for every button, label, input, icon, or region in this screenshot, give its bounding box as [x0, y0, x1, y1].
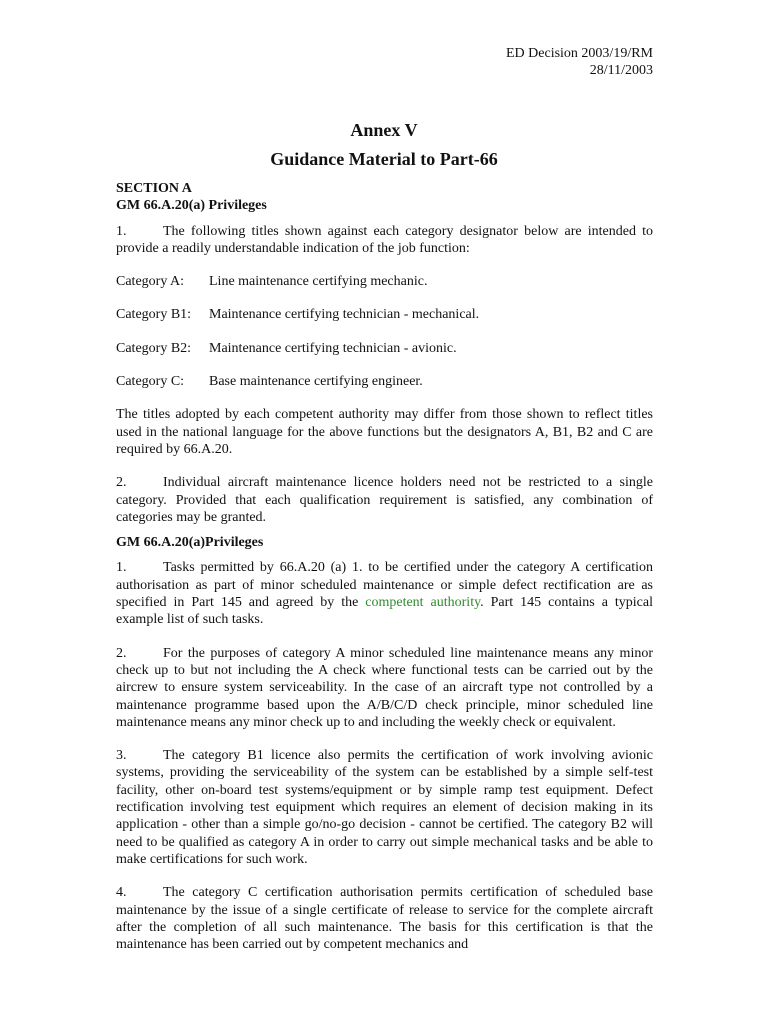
competent-authority-link[interactable]: competent authority [365, 595, 481, 611]
gm2-paragraph-3 [116, 747, 653, 868]
category-value: Line maintenance certifying mechanic. [209, 274, 428, 290]
paragraph-text: Individual aircraft maintenance licence holders need not be restricted to a single category. Provided that each qualification requirement is satisfied, any combination of categories may be granted. [116, 475, 653, 525]
category-row-c [116, 373, 653, 390]
category-value: Base maintenance certifying engineer. [209, 374, 423, 390]
gm2-paragraph-2 [116, 645, 653, 731]
paragraph-number: 2. [116, 475, 127, 491]
annex-subtitle: Guidance Material to Part-66 [270, 149, 498, 169]
paragraph-text: The following titles shown against each category designator below are intended to provide a readily understandable indication of the job function: [116, 223, 653, 256]
titles-note: The titles adopted by each competent authority may differ from those shown to reflect titles used in the national language for the above functions but the designators A, B1, B2 and C are required by 66.A.20. [116, 407, 653, 457]
paragraph-1 [116, 223, 653, 258]
category-key: Category B2: [116, 340, 192, 356]
paragraph-text-end: . Part 145 contains a typical example list of such tasks. [116, 595, 653, 628]
paragraph-text: The category C certification authorisation permits certification of scheduled base maintenance by the issue of a single certificate of release to service for the complete aircraft after the completion of all such maintenance. The basis for this certification is that the maintenance has been carried out by competent mechanics and [116, 885, 653, 953]
decision-number: ED Decision 2003/19/RM [506, 46, 653, 61]
category-row-a [116, 273, 653, 290]
gm2-paragraph-1 [116, 559, 653, 628]
category-value: Maintenance certifying technician - avionic. [209, 340, 457, 356]
category-row-b2 [116, 340, 653, 357]
category-key: Category B1: [116, 307, 192, 323]
category-key: Category C: [116, 374, 185, 390]
paragraph-2 [116, 474, 653, 526]
section-heading: SECTION A [116, 181, 192, 196]
paragraph-number: 1. [116, 223, 127, 239]
paragraph-number: 4. [116, 885, 127, 901]
paragraph-text: Tasks permitted by 66.A.20 (a) 1. to be certified under the category A certification authorisation as part of minor scheduled maintenance or simple defect rectification are as specified in Part 145 and agreed by the [116, 560, 653, 611]
category-row-b1 [116, 306, 653, 323]
gm2-paragraph-4 [116, 884, 653, 953]
paragraph-number: 2. [116, 645, 127, 661]
gm-heading-2: GM 66.A.20(a)Privileges [116, 535, 264, 551]
decision-date: 28/11/2003 [589, 63, 653, 78]
category-value: Maintenance certifying technician - mechanical. [209, 307, 480, 323]
paragraph-text: For the purposes of category A minor scheduled line maintenance means any minor check up to but not including the A check where functional tests can be carried out by the aircrew to ensure system serviceability. In the case of an aircraft type not controlled by a maintenance programme based upon the A/B/C/D check principle, minor scheduled line maintenance means any minor check up to and including the weekly check or equivalent. [116, 645, 653, 730]
annex-title: Annex V [350, 120, 418, 140]
paragraph-text: The category B1 licence also permits the certification of work involving avionic systems, providing the serviceability of the system can be established by a simple self-test facility, other on-board test systems/equipment or by simple ramp test equipment. Defect rectification involving test equipment which requires an element of decision making in its application - other than a simple go/no-go decision - cannot be certified. The category B2 will need to be qualified as category A in order to carry out simple mechanical tasks and be able to make certifications for such work. [116, 748, 653, 867]
document-body [116, 180, 653, 953]
document-reference [506, 45, 653, 79]
paragraph-number: 3. [116, 748, 127, 764]
paragraph-number: 1. [116, 560, 127, 576]
category-key: Category A: [116, 274, 185, 290]
gm-heading: GM 66.A.20(a) Privileges [116, 198, 267, 214]
